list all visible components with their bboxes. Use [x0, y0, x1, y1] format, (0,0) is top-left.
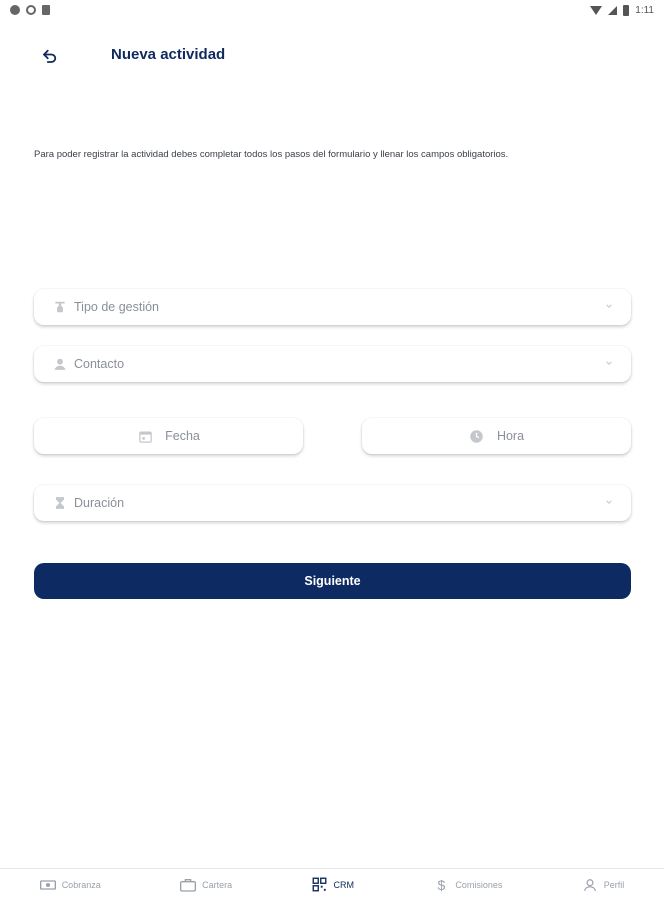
hora-label: Hora — [496, 429, 525, 443]
nav-item-comisiones[interactable] — [433, 877, 502, 893]
hourglass-icon — [52, 495, 68, 511]
chevron-down-icon — [605, 498, 613, 506]
nav-label: Comisiones — [455, 879, 503, 890]
cash-icon — [40, 877, 56, 893]
nav-label: CRM — [333, 879, 354, 890]
siguiente-button[interactable]: Siguiente — [34, 563, 631, 599]
tipo-gestion-select[interactable] — [34, 289, 631, 325]
user-icon — [582, 877, 598, 893]
tipo-gestion-label: Tipo de gestión — [74, 300, 160, 314]
fecha-picker[interactable] — [34, 418, 303, 454]
tool-icon — [52, 299, 68, 315]
nav-item-perfil[interactable] — [582, 877, 625, 893]
wifi-icon — [590, 6, 602, 15]
nav-label: Cobranza — [61, 879, 101, 890]
calendar-icon — [137, 428, 153, 444]
duracion-label: Duración — [74, 496, 125, 510]
qr-icon — [311, 877, 327, 893]
bottom-nav — [0, 868, 664, 900]
briefcase-icon — [180, 877, 196, 893]
chevron-down-icon — [605, 359, 613, 367]
sd-card-icon — [42, 5, 50, 15]
signal-icon — [608, 6, 617, 15]
app-notification-icon — [10, 5, 20, 15]
clock-icon — [469, 428, 485, 444]
contacto-label: Contacto — [74, 357, 125, 371]
header — [0, 36, 664, 76]
back-button[interactable] — [36, 42, 64, 70]
sync-icon — [26, 5, 36, 15]
battery-icon — [623, 5, 629, 16]
nav-item-crm[interactable] — [311, 877, 354, 893]
dollar-icon: $ — [437, 876, 446, 893]
nav-label: Perfil — [603, 879, 625, 890]
contacto-select[interactable] — [34, 346, 631, 382]
page-title: Nueva actividad — [111, 46, 226, 63]
status-left — [10, 5, 50, 15]
duracion-select[interactable] — [34, 485, 631, 521]
form-description: Para poder registrar la actividad debes completar todos los pasos del formulario y llenar los campos obligatorios. — [34, 149, 509, 160]
nav-label: Cartera — [202, 879, 233, 890]
person-icon — [52, 356, 68, 372]
chevron-down-icon — [605, 302, 613, 310]
fecha-label: Fecha — [165, 429, 200, 443]
hora-picker[interactable] — [362, 418, 631, 454]
nav-item-cartera[interactable] — [180, 877, 232, 893]
back-arrow-icon — [41, 47, 59, 65]
status-time: 1:11 — [635, 4, 654, 16]
status-right — [590, 5, 654, 16]
status-bar — [0, 0, 664, 20]
nav-item-cobranza[interactable] — [40, 877, 101, 893]
